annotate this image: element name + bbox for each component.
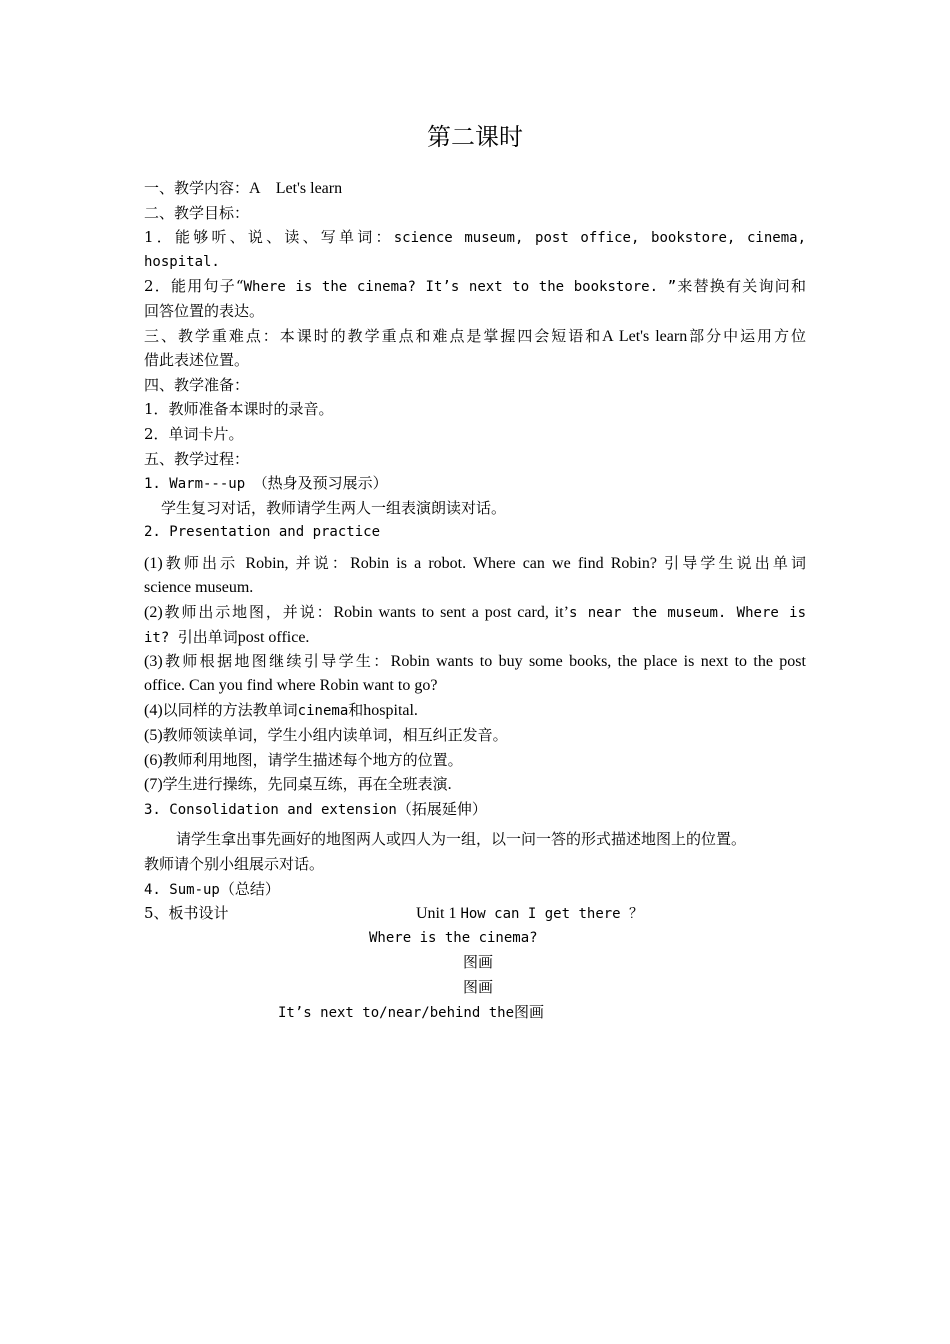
preparation-2: 2．单词卡片。 <box>144 424 244 443</box>
item-7 <box>144 772 806 797</box>
objective-1-cont: hospital. <box>144 253 220 270</box>
step-presentation: 2. Presentation and practice <box>144 524 381 541</box>
objective-1-label: 1．能够听、说、读、写单词： <box>144 228 394 247</box>
board-answer-en: It’s next to/near/behind the <box>278 1005 515 1022</box>
objective-2-cont: 回答位置的表达。 <box>144 301 265 320</box>
board-answer <box>278 1000 544 1026</box>
board-answer-picture: 图画 <box>514 1003 545 1022</box>
item-2-cn: 教师出示地图，并说： <box>162 603 334 622</box>
item-5-cn: 教师领读单词，学生小组内读单词，相互纠正发音。 <box>162 726 508 745</box>
key-points-cont: 借此表述位置。 <box>144 351 250 370</box>
sum-up-en: 4. Sum-up <box>144 881 220 898</box>
item-1-name: Robin, <box>238 554 296 572</box>
lesson-content <box>144 176 806 1025</box>
key-points-text: 三、教学重难点：本课时的教学重点和难点是掌握四会短语和 <box>144 326 603 345</box>
board-picture-1: 图画 <box>463 953 494 972</box>
sum-up-cn: （总结） <box>219 879 280 898</box>
objective-2-sentence: Where is the cinema? It’s next to the bookstore. ” <box>243 279 677 296</box>
objective-2-label: 2．能用句子“ <box>144 277 244 296</box>
key-points-text-2: 部分中运用方位 <box>687 326 806 345</box>
item-7-cn: 学生进行操练，先同桌互练，再在全班表演 <box>162 775 448 794</box>
section-objectives: 二、教学目标： <box>144 203 250 222</box>
item-4-num: (4) <box>144 702 163 720</box>
item-4-word2: hospital. <box>363 702 418 720</box>
item-6-cn: 教师利用地图，请学生描述每个地方的位置。 <box>162 750 463 769</box>
consolidation-cn: （拓展延伸） <box>396 799 487 818</box>
objective-1-words: science museum, post office, bookstore, cinema, <box>393 230 806 247</box>
item-3-en: Robin wants to buy some books, the place is next to the post <box>390 653 806 671</box>
item-1-num: (1) <box>144 554 163 572</box>
consolidation-desc-cont: 教师请个别小组展示对话。 <box>144 855 325 874</box>
item-2 <box>144 600 806 625</box>
objective-2 <box>144 274 806 299</box>
warm-up-en: 1. Warm---up （ <box>144 476 268 493</box>
item-2-en2: s near the museum. Where is <box>568 605 806 622</box>
section-key-points <box>144 324 806 349</box>
item-4 <box>144 698 806 723</box>
item-6 <box>144 748 806 773</box>
board-picture-2: 图画 <box>463 978 494 997</box>
objective-2-desc: 来替换有关询问和 <box>676 277 806 296</box>
section-process: 五、教学过程： <box>144 449 250 468</box>
step-sum-up <box>144 877 806 902</box>
item-7-num: (7) <box>144 776 163 794</box>
item-2-it: it? <box>144 629 178 646</box>
item-2-cont <box>144 625 806 650</box>
step-warm-up <box>144 471 806 496</box>
section-preparation: 四、教学准备： <box>144 375 250 394</box>
section-content <box>144 176 806 201</box>
section-content-label: 一、教学内容： <box>144 179 250 197</box>
item-2-word: post office. <box>237 628 310 646</box>
item-5-num: (5) <box>144 727 163 745</box>
item-3-cn: 教师根据地图继续引导学生： <box>162 652 391 671</box>
item-3-cont: office. Can you find where Robin want to go? <box>144 676 438 694</box>
page-title: 第二课时 <box>427 123 523 151</box>
preparation-1: 1．教师准备本课时的录音。 <box>144 400 334 419</box>
board-question: Where is the cinema? <box>369 930 538 947</box>
item-1-cn3: 引导学生说出单词 <box>664 553 806 572</box>
item-3 <box>144 649 806 674</box>
item-5 <box>144 723 806 748</box>
board-unit-question: How can I get there ？ <box>460 906 644 923</box>
step-consolidation <box>144 797 806 822</box>
board-design <box>144 901 806 1025</box>
board-label: 5、板书设计 <box>144 904 229 923</box>
key-points-en: A Let's learn <box>602 327 688 345</box>
item-4-cn: 以同样的方法教单词 <box>162 701 298 720</box>
item-1-cn: 教师出示 <box>162 553 239 572</box>
item-2-num: (2) <box>144 604 163 622</box>
item-1 <box>144 551 806 576</box>
item-1-en: Robin is a robot. Where can we find Robin? <box>350 554 665 572</box>
item-4-word: cinema <box>297 703 349 720</box>
consolidation-en: 3. Consolidation and extension <box>144 801 397 818</box>
warm-up-desc: 学生复习对话，教师请学生两人一组表演朗读对话。 <box>161 498 507 517</box>
consolidation-desc: 请学生拿出事先画好的地图两人或四人为一组，以一问一答的形式描述地图上的位置。 <box>176 830 747 849</box>
item-1-cont: science museum. <box>144 578 254 596</box>
warm-up-cn: 热身及预习展示） <box>267 474 388 493</box>
item-6-num: (6) <box>144 751 163 769</box>
item-7-end: . <box>447 776 452 794</box>
item-2-cn2: 引出单词 <box>177 627 238 646</box>
board-unit: Unit 1 <box>416 905 461 923</box>
board-unit-title <box>416 901 643 927</box>
objective-1 <box>144 225 806 250</box>
item-1-cn2: 并说： <box>295 553 351 572</box>
item-4-and: 和 <box>348 701 364 720</box>
item-3-num: (3) <box>144 653 163 671</box>
section-content-value: A Let's learn <box>249 180 343 197</box>
item-2-en: Robin wants to sent a post card, it’ <box>333 604 569 622</box>
